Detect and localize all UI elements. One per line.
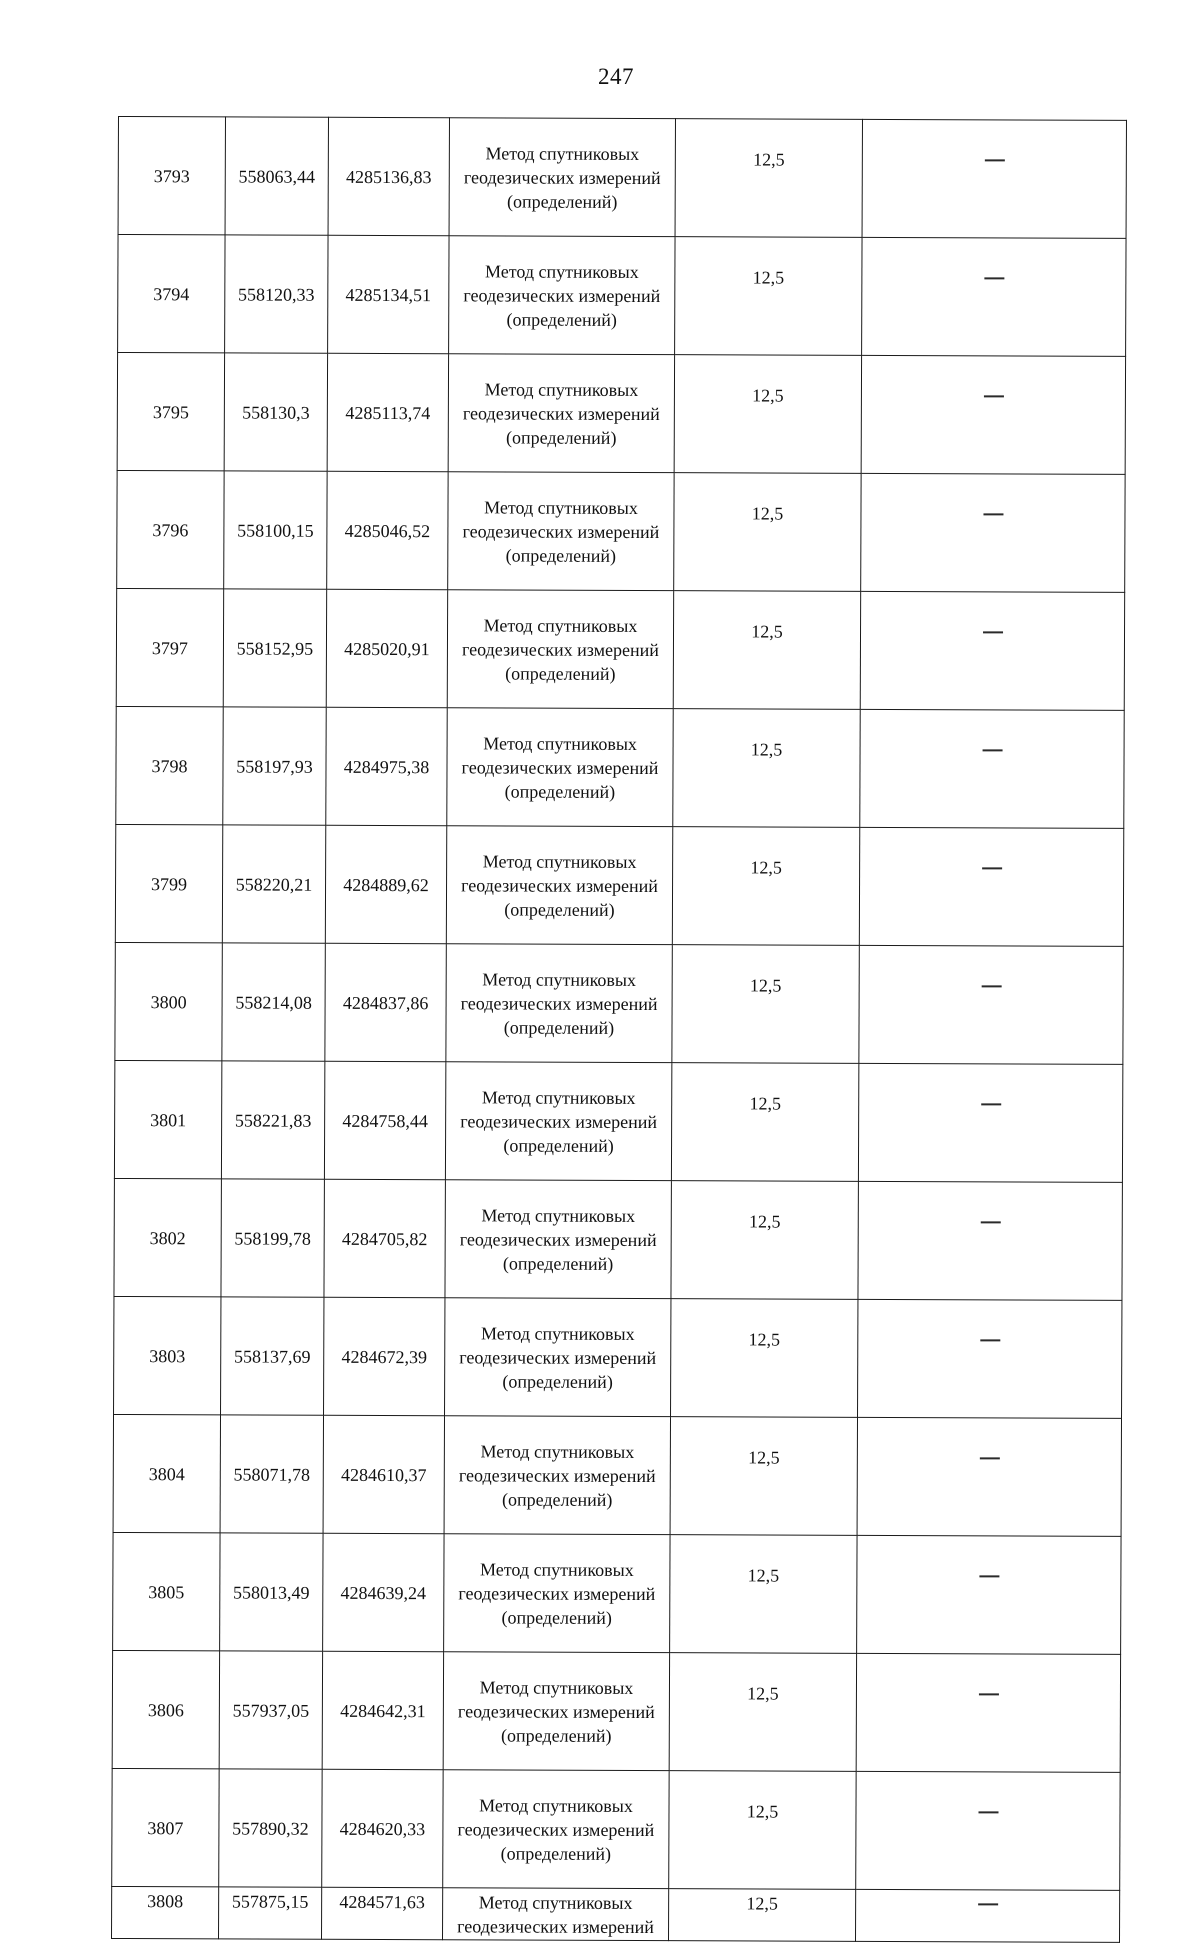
x-coordinate-cell: 558063,44 xyxy=(225,117,328,235)
table-row xyxy=(116,588,1124,710)
y-coordinate-cell: 4284889,62 xyxy=(325,825,446,943)
table-row xyxy=(114,1296,1122,1418)
y-coordinate-cell: 4284705,82 xyxy=(324,1179,445,1297)
dash-mark xyxy=(984,277,1004,279)
method-line: геодезических измерений xyxy=(461,638,659,660)
method-line: Метод спутниковых xyxy=(485,142,640,164)
dash-mark xyxy=(983,631,1003,633)
x-coordinate-cell: 557875,15 xyxy=(219,1887,322,1939)
x-coordinate-cell: 558221,83 xyxy=(221,1061,324,1179)
table-row xyxy=(113,1414,1121,1536)
accuracy-cell: 12,5 xyxy=(670,1417,857,1536)
table-row xyxy=(113,1532,1121,1654)
y-coordinate-cell: 4285136,83 xyxy=(328,117,449,235)
y-coordinate-cell: 4285046,52 xyxy=(327,471,448,589)
method-line: Метод спутниковых xyxy=(481,1204,636,1226)
method-cell xyxy=(447,590,673,709)
table-row xyxy=(114,1060,1122,1182)
method-line: Метод спутниковых xyxy=(484,378,639,400)
note-cell xyxy=(860,591,1124,710)
method-line: Метод спутниковых xyxy=(482,968,637,990)
method-line: геодезических измерений xyxy=(463,166,661,188)
note-cell xyxy=(862,119,1126,238)
dash-mark xyxy=(978,1903,998,1905)
method-line: (определений) xyxy=(501,1488,613,1510)
method-cell xyxy=(448,472,674,591)
table-row xyxy=(117,470,1125,592)
accuracy-cell: 12,5 xyxy=(671,1181,858,1300)
method-line: (определений) xyxy=(500,1842,612,1864)
coordinates-table-wrapper xyxy=(111,116,1126,1943)
note-cell xyxy=(859,827,1123,946)
point-number-cell: 3801 xyxy=(114,1060,221,1178)
method-line: геодезических измерений xyxy=(457,1916,655,1938)
method-line: Метод спутниковых xyxy=(481,1086,636,1108)
table-row xyxy=(117,353,1125,475)
accuracy-cell: 12,5 xyxy=(669,1653,856,1772)
method-cell xyxy=(446,944,672,1063)
method-cell xyxy=(445,1062,671,1181)
dash-mark xyxy=(978,1811,998,1813)
method-line: геодезических измерений xyxy=(460,992,658,1014)
method-line: Метод спутниковых xyxy=(480,1322,635,1344)
method-line: Метод спутниковых xyxy=(484,496,638,518)
method-line: (определений) xyxy=(503,1016,615,1038)
dash-mark xyxy=(978,1693,998,1695)
point-number-cell: 3798 xyxy=(116,706,223,824)
method-line: геодезических измерений xyxy=(461,874,659,896)
y-coordinate-cell: 4284642,31 xyxy=(322,1651,443,1769)
y-coordinate-cell: 4285134,51 xyxy=(328,235,449,353)
x-coordinate-cell: 558199,78 xyxy=(221,1179,324,1297)
method-line: (определений) xyxy=(506,426,617,448)
table-row xyxy=(112,1886,1120,1942)
note-cell xyxy=(861,355,1125,474)
x-coordinate-cell: 557890,32 xyxy=(219,1769,322,1887)
method-line: геодезических измерений xyxy=(461,756,659,778)
accuracy-cell: 12,5 xyxy=(675,237,862,356)
method-cell xyxy=(443,1652,669,1771)
method-line: геодезических измерений xyxy=(458,1464,656,1486)
method-line: геодезических измерений xyxy=(462,402,660,424)
note-cell xyxy=(858,1063,1122,1182)
method-line: (определений) xyxy=(501,1724,612,1746)
point-number-cell: 3803 xyxy=(114,1296,221,1414)
point-number-cell: 3794 xyxy=(118,235,225,353)
method-line: (определений) xyxy=(502,1252,614,1274)
y-coordinate-cell: 4285113,74 xyxy=(327,353,448,471)
note-cell xyxy=(858,1299,1122,1418)
dash-mark xyxy=(981,985,1001,987)
method-line: (определений) xyxy=(506,190,618,212)
dash-mark xyxy=(979,1457,999,1459)
point-number-cell: 3804 xyxy=(113,1414,220,1532)
accuracy-cell: 12,5 xyxy=(672,945,859,1064)
y-coordinate-cell: 4284758,44 xyxy=(324,1061,445,1179)
accuracy-cell: 12,5 xyxy=(671,1063,858,1182)
accuracy-cell: 12,5 xyxy=(674,355,861,474)
x-coordinate-cell: 558214,08 xyxy=(222,943,325,1061)
x-coordinate-cell: 558152,95 xyxy=(223,589,326,707)
note-cell xyxy=(857,1535,1121,1654)
method-line: Метод спутниковых xyxy=(479,1794,633,1816)
method-line: (определений) xyxy=(506,308,617,330)
accuracy-cell: 12,5 xyxy=(674,473,861,592)
dash-mark xyxy=(980,1221,1000,1223)
x-coordinate-cell: 558197,93 xyxy=(223,707,326,825)
table-row xyxy=(118,117,1126,239)
dash-mark xyxy=(983,513,1003,515)
point-number-cell: 3793 xyxy=(118,117,225,235)
method-cell xyxy=(449,118,675,237)
note-cell xyxy=(856,1653,1120,1772)
point-number-cell: 3795 xyxy=(117,353,224,471)
method-line: (определений) xyxy=(501,1606,612,1628)
y-coordinate-cell: 4284672,39 xyxy=(324,1297,445,1415)
point-number-cell: 3797 xyxy=(116,588,223,706)
method-cell xyxy=(446,826,672,945)
y-coordinate-cell: 4284610,37 xyxy=(323,1415,444,1533)
accuracy-cell: 12,5 xyxy=(670,1535,857,1654)
method-cell xyxy=(445,1180,671,1299)
method-line: Метод спутниковых xyxy=(478,1892,633,1913)
method-line: (определений) xyxy=(505,544,617,566)
coordinates-table xyxy=(111,116,1127,1943)
method-line: Метод спутниковых xyxy=(483,614,638,636)
x-coordinate-cell: 558220,21 xyxy=(222,825,325,943)
dash-mark xyxy=(982,867,1002,869)
method-line: Метод спутниковых xyxy=(482,850,637,872)
accuracy-cell: 12,5 xyxy=(668,1889,855,1942)
page-number: 247 xyxy=(598,64,634,89)
y-coordinate-cell: 4284837,86 xyxy=(325,943,446,1061)
point-number-cell: 3802 xyxy=(114,1178,221,1296)
y-coordinate-cell: 4285020,91 xyxy=(326,589,447,707)
method-cell xyxy=(448,354,674,473)
note-cell xyxy=(860,709,1124,828)
method-cell xyxy=(449,236,675,355)
point-number-cell: 3796 xyxy=(117,470,224,588)
method-line: (определений) xyxy=(504,780,616,802)
accuracy-cell: 12,5 xyxy=(675,119,862,238)
x-coordinate-cell: 558071,78 xyxy=(220,1415,323,1533)
method-line: Метод спутниковых xyxy=(480,1558,634,1580)
method-cell xyxy=(442,1888,668,1941)
y-coordinate-cell: 4284620,33 xyxy=(322,1769,443,1887)
x-coordinate-cell: 558137,69 xyxy=(221,1297,324,1415)
method-line: Метод спутниковых xyxy=(483,732,637,754)
method-line: Метод спутниковых xyxy=(485,260,639,282)
table-row xyxy=(115,824,1123,946)
point-number-cell: 3800 xyxy=(115,942,222,1060)
method-cell xyxy=(445,1298,671,1417)
method-line: геодезических измерений xyxy=(459,1346,657,1368)
point-number-cell: 3807 xyxy=(112,1768,219,1886)
accuracy-cell: 12,5 xyxy=(673,591,860,710)
table-row xyxy=(112,1650,1120,1772)
method-line: (определений) xyxy=(504,898,615,920)
table-row xyxy=(114,1178,1122,1300)
method-line: Метод спутниковых xyxy=(480,1440,635,1462)
method-line: (определений) xyxy=(505,662,616,684)
note-cell xyxy=(861,473,1125,592)
dash-mark xyxy=(984,159,1004,161)
dash-mark xyxy=(982,749,1002,751)
dash-mark xyxy=(983,395,1003,397)
method-line: геодезических измерений xyxy=(457,1700,655,1722)
method-line: (определений) xyxy=(502,1370,613,1392)
accuracy-cell: 12,5 xyxy=(671,1299,858,1418)
coordinates-table-body xyxy=(112,117,1127,1943)
table-row xyxy=(118,235,1126,357)
method-line: геодезических измерений xyxy=(458,1582,656,1604)
x-coordinate-cell: 558013,49 xyxy=(220,1533,323,1651)
note-cell xyxy=(858,1181,1122,1300)
method-line: геодезических измерений xyxy=(457,1818,655,1840)
note-cell xyxy=(862,237,1126,356)
dash-mark xyxy=(981,1103,1001,1105)
accuracy-cell: 12,5 xyxy=(669,1771,856,1890)
method-cell xyxy=(447,708,673,827)
point-number-cell: 3805 xyxy=(113,1532,220,1650)
y-coordinate-cell: 4284975,38 xyxy=(326,707,447,825)
table-row xyxy=(116,706,1124,828)
y-coordinate-cell: 4284571,63 xyxy=(322,1887,443,1939)
method-line: геодезических измерений xyxy=(463,284,661,306)
method-cell xyxy=(444,1534,670,1653)
note-cell xyxy=(855,1889,1119,1942)
x-coordinate-cell: 557937,05 xyxy=(219,1651,322,1769)
method-cell xyxy=(444,1416,670,1535)
note-cell xyxy=(857,1417,1121,1536)
x-coordinate-cell: 558100,15 xyxy=(224,471,327,589)
y-coordinate-cell: 4284639,24 xyxy=(323,1533,444,1651)
table-row xyxy=(115,942,1123,1064)
method-line: геодезических измерений xyxy=(460,1110,658,1132)
x-coordinate-cell: 558120,33 xyxy=(225,235,328,353)
x-coordinate-cell: 558130,3 xyxy=(224,353,327,471)
method-line: геодезических измерений xyxy=(459,1228,657,1250)
method-line: (определений) xyxy=(503,1134,614,1156)
method-line: Метод спутниковых xyxy=(479,1676,634,1698)
dash-mark xyxy=(980,1339,1000,1341)
table-row xyxy=(112,1768,1120,1890)
dash-mark xyxy=(979,1575,999,1577)
method-line: геодезических измерений xyxy=(462,520,660,542)
point-number-cell: 3799 xyxy=(115,824,222,942)
note-cell xyxy=(856,1771,1120,1890)
point-number-cell: 3806 xyxy=(112,1650,219,1768)
accuracy-cell: 12,5 xyxy=(672,827,859,946)
accuracy-cell: 12,5 xyxy=(673,709,860,828)
note-cell xyxy=(859,945,1123,1064)
method-cell xyxy=(443,1770,669,1889)
point-number-cell: 3808 xyxy=(112,1886,219,1938)
